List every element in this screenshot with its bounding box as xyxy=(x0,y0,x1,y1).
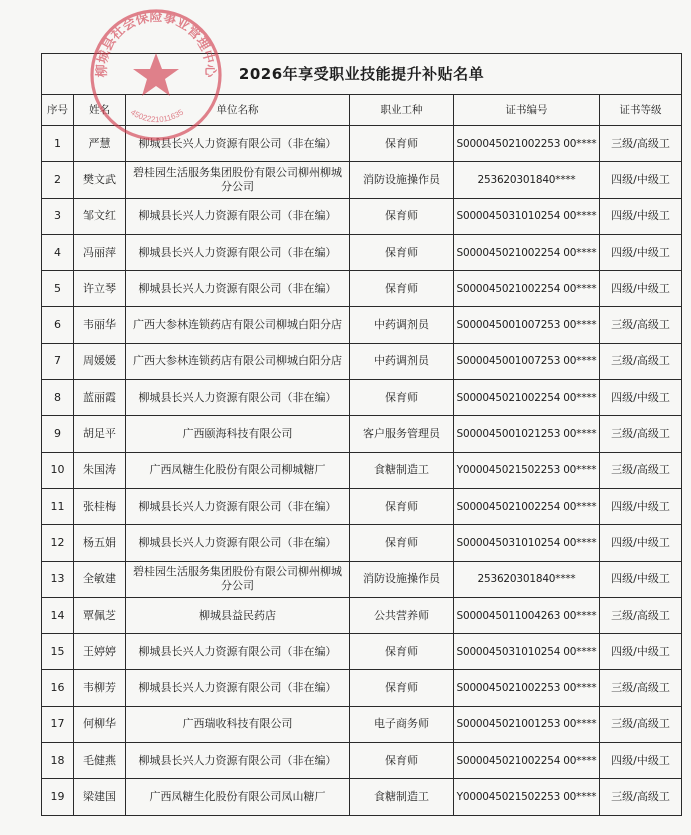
cell-trade: 消防设施操作员 xyxy=(350,162,454,198)
cell-name: 杨五娟 xyxy=(74,525,126,561)
cell-trade: 保育师 xyxy=(350,670,454,706)
cell-index: 12 xyxy=(42,525,74,561)
cell-level: 三级/高级工 xyxy=(600,416,682,452)
cell-company: 柳城县长兴人力资源有限公司（非在编） xyxy=(126,670,350,706)
cell-trade: 公共营养师 xyxy=(350,597,454,633)
cell-level: 三级/高级工 xyxy=(600,343,682,379)
cell-cert-no: S000045021002254 00**** xyxy=(454,271,600,307)
table-row xyxy=(42,743,682,779)
table-row xyxy=(42,307,682,343)
cell-company: 柳城县长兴人力资源有限公司（非在编） xyxy=(126,743,350,779)
cell-name: 覃佩芝 xyxy=(74,597,126,633)
cell-index: 7 xyxy=(42,343,74,379)
cell-level: 四级/中级工 xyxy=(600,634,682,670)
cell-name: 全敏建 xyxy=(74,561,126,597)
cell-company: 广西颐海科技有限公司 xyxy=(126,416,350,452)
cell-cert-no: S000045031010254 00**** xyxy=(454,525,600,561)
cell-index: 4 xyxy=(42,234,74,270)
cell-cert-no: S000045021002253 00**** xyxy=(454,126,600,162)
cell-company: 柳城县长兴人力资源有限公司（非在编） xyxy=(126,380,350,416)
cell-company: 柳城县长兴人力资源有限公司（非在编） xyxy=(126,488,350,524)
cell-index: 1 xyxy=(42,126,74,162)
cell-company: 柳城县长兴人力资源有限公司（非在编） xyxy=(126,271,350,307)
cell-level: 四级/中级工 xyxy=(600,525,682,561)
cell-name: 邹文红 xyxy=(74,198,126,234)
header-name: 姓名 xyxy=(74,95,126,126)
cell-name: 樊文武 xyxy=(74,162,126,198)
cell-company: 广西凤糖生化股份有限公司柳城糖厂 xyxy=(126,452,350,488)
cell-trade: 中药调剂员 xyxy=(350,343,454,379)
cell-index: 8 xyxy=(42,380,74,416)
table-row xyxy=(42,380,682,416)
header-index: 序号 xyxy=(42,95,74,126)
cell-name: 周媛媛 xyxy=(74,343,126,379)
table-row xyxy=(42,343,682,379)
cell-cert-no: S000045011004263 00**** xyxy=(454,597,600,633)
table-row xyxy=(42,198,682,234)
cell-company: 广西大参林连锁药店有限公司柳城白阳分店 xyxy=(126,307,350,343)
cell-index: 10 xyxy=(42,452,74,488)
table-row xyxy=(42,416,682,452)
cell-index: 17 xyxy=(42,706,74,742)
cell-name: 严慧 xyxy=(74,126,126,162)
cell-trade: 保育师 xyxy=(350,488,454,524)
cell-name: 梁建国 xyxy=(74,779,126,815)
cell-trade: 保育师 xyxy=(350,525,454,561)
cell-name: 许立琴 xyxy=(74,271,126,307)
cell-level: 四级/中级工 xyxy=(600,561,682,597)
cell-company: 柳城县益民药店 xyxy=(126,597,350,633)
table-row xyxy=(42,670,682,706)
cell-trade: 电子商务师 xyxy=(350,706,454,742)
cell-trade: 保育师 xyxy=(350,380,454,416)
cell-trade: 消防设施操作员 xyxy=(350,561,454,597)
cell-level: 四级/中级工 xyxy=(600,488,682,524)
cell-level: 三级/高级工 xyxy=(600,597,682,633)
cell-cert-no: S000045031010254 00**** xyxy=(454,198,600,234)
cell-trade: 保育师 xyxy=(350,234,454,270)
cell-index: 9 xyxy=(42,416,74,452)
cell-level: 四级/中级工 xyxy=(600,198,682,234)
cell-index: 2 xyxy=(42,162,74,198)
header-row xyxy=(42,95,682,126)
table-row xyxy=(42,488,682,524)
document-sheet xyxy=(41,53,681,816)
header-company: 单位名称 xyxy=(126,95,350,126)
cell-index: 5 xyxy=(42,271,74,307)
cell-level: 三级/高级工 xyxy=(600,126,682,162)
cell-index: 3 xyxy=(42,198,74,234)
table-row xyxy=(42,452,682,488)
cell-level: 三级/高级工 xyxy=(600,307,682,343)
cell-cert-no: S000045001021253 00**** xyxy=(454,416,600,452)
header-cert-no: 证书编号 xyxy=(454,95,600,126)
table-row xyxy=(42,779,682,815)
cell-company: 广西瑞收科技有限公司 xyxy=(126,706,350,742)
cell-level: 四级/中级工 xyxy=(600,271,682,307)
cell-company: 广西凤糖生化股份有限公司凤山糖厂 xyxy=(126,779,350,815)
table-row xyxy=(42,162,682,198)
cell-level: 三级/高级工 xyxy=(600,452,682,488)
cell-name: 蓝丽霞 xyxy=(74,380,126,416)
table-row xyxy=(42,126,682,162)
cell-index: 18 xyxy=(42,743,74,779)
cell-name: 朱国涛 xyxy=(74,452,126,488)
cell-level: 四级/中级工 xyxy=(600,234,682,270)
table-row xyxy=(42,271,682,307)
cell-company: 柳城县长兴人力资源有限公司（非在编） xyxy=(126,634,350,670)
cell-trade: 保育师 xyxy=(350,198,454,234)
cell-cert-no: S000045021002253 00**** xyxy=(454,670,600,706)
cell-name: 韦柳芳 xyxy=(74,670,126,706)
cell-index: 15 xyxy=(42,634,74,670)
cell-cert-no: 253620301840**** xyxy=(454,162,600,198)
cell-trade: 保育师 xyxy=(350,743,454,779)
cell-cert-no: Y000045021502253 00**** xyxy=(454,452,600,488)
cell-company: 柳城县长兴人力资源有限公司（非在编） xyxy=(126,234,350,270)
cell-trade: 食糖制造工 xyxy=(350,452,454,488)
cell-name: 张桂梅 xyxy=(74,488,126,524)
cell-trade: 保育师 xyxy=(350,271,454,307)
cell-index: 14 xyxy=(42,597,74,633)
document-title: 2026年享受职业技能提升补贴名单 xyxy=(42,54,682,95)
cell-cert-no: S000045021002254 00**** xyxy=(454,234,600,270)
header-level: 证书等级 xyxy=(600,95,682,126)
cell-company: 广西大参林连锁药店有限公司柳城白阳分店 xyxy=(126,343,350,379)
cell-company: 碧桂园生活服务集团股份有限公司柳州柳城分公司 xyxy=(126,162,350,198)
cell-cert-no: S000045021002254 00**** xyxy=(454,488,600,524)
cell-cert-no: S000045021002254 00**** xyxy=(454,743,600,779)
cell-level: 四级/中级工 xyxy=(600,162,682,198)
table-row xyxy=(42,561,682,597)
cell-name: 胡足平 xyxy=(74,416,126,452)
cell-index: 13 xyxy=(42,561,74,597)
cell-level: 四级/中级工 xyxy=(600,380,682,416)
cell-name: 毛健燕 xyxy=(74,743,126,779)
cell-level: 三级/高级工 xyxy=(600,706,682,742)
cell-level: 四级/中级工 xyxy=(600,743,682,779)
title-row xyxy=(42,54,682,95)
table-row xyxy=(42,634,682,670)
table-row xyxy=(42,706,682,742)
cell-index: 16 xyxy=(42,670,74,706)
cell-cert-no: S000045001007253 00**** xyxy=(454,307,600,343)
cell-cert-no: Y000045021502253 00**** xyxy=(454,779,600,815)
cell-level: 三级/高级工 xyxy=(600,779,682,815)
cell-trade: 食糖制造工 xyxy=(350,779,454,815)
cell-index: 6 xyxy=(42,307,74,343)
cell-trade: 客户服务管理员 xyxy=(350,416,454,452)
table-row xyxy=(42,525,682,561)
seal-text: 柳城县社会保险事业管理中心 xyxy=(93,8,219,78)
cell-company: 柳城县长兴人力资源有限公司（非在编） xyxy=(126,198,350,234)
cell-trade: 保育师 xyxy=(350,126,454,162)
cell-cert-no: 253620301840**** xyxy=(454,561,600,597)
cell-cert-no: S000045001007253 00**** xyxy=(454,343,600,379)
cell-name: 何柳华 xyxy=(74,706,126,742)
cell-cert-no: S000045031010254 00**** xyxy=(454,634,600,670)
cell-index: 19 xyxy=(42,779,74,815)
cell-name: 韦丽华 xyxy=(74,307,126,343)
cell-trade: 保育师 xyxy=(350,634,454,670)
table-row xyxy=(42,234,682,270)
cell-index: 11 xyxy=(42,488,74,524)
cell-trade: 中药调剂员 xyxy=(350,307,454,343)
seal-number: 4502221011635 xyxy=(128,107,186,125)
cell-company: 柳城县长兴人力资源有限公司（非在编） xyxy=(126,126,350,162)
cell-name: 王婷婷 xyxy=(74,634,126,670)
subsidy-roster-table xyxy=(41,53,682,816)
cell-name: 冯丽萍 xyxy=(74,234,126,270)
cell-level: 三级/高级工 xyxy=(600,670,682,706)
header-trade: 职业工种 xyxy=(350,95,454,126)
cell-cert-no: S000045021002254 00**** xyxy=(454,380,600,416)
cell-cert-no: S000045021001253 00**** xyxy=(454,706,600,742)
cell-company: 碧桂园生活服务集团股份有限公司柳州柳城分公司 xyxy=(126,561,350,597)
cell-company: 柳城县长兴人力资源有限公司（非在编） xyxy=(126,525,350,561)
table-row xyxy=(42,597,682,633)
